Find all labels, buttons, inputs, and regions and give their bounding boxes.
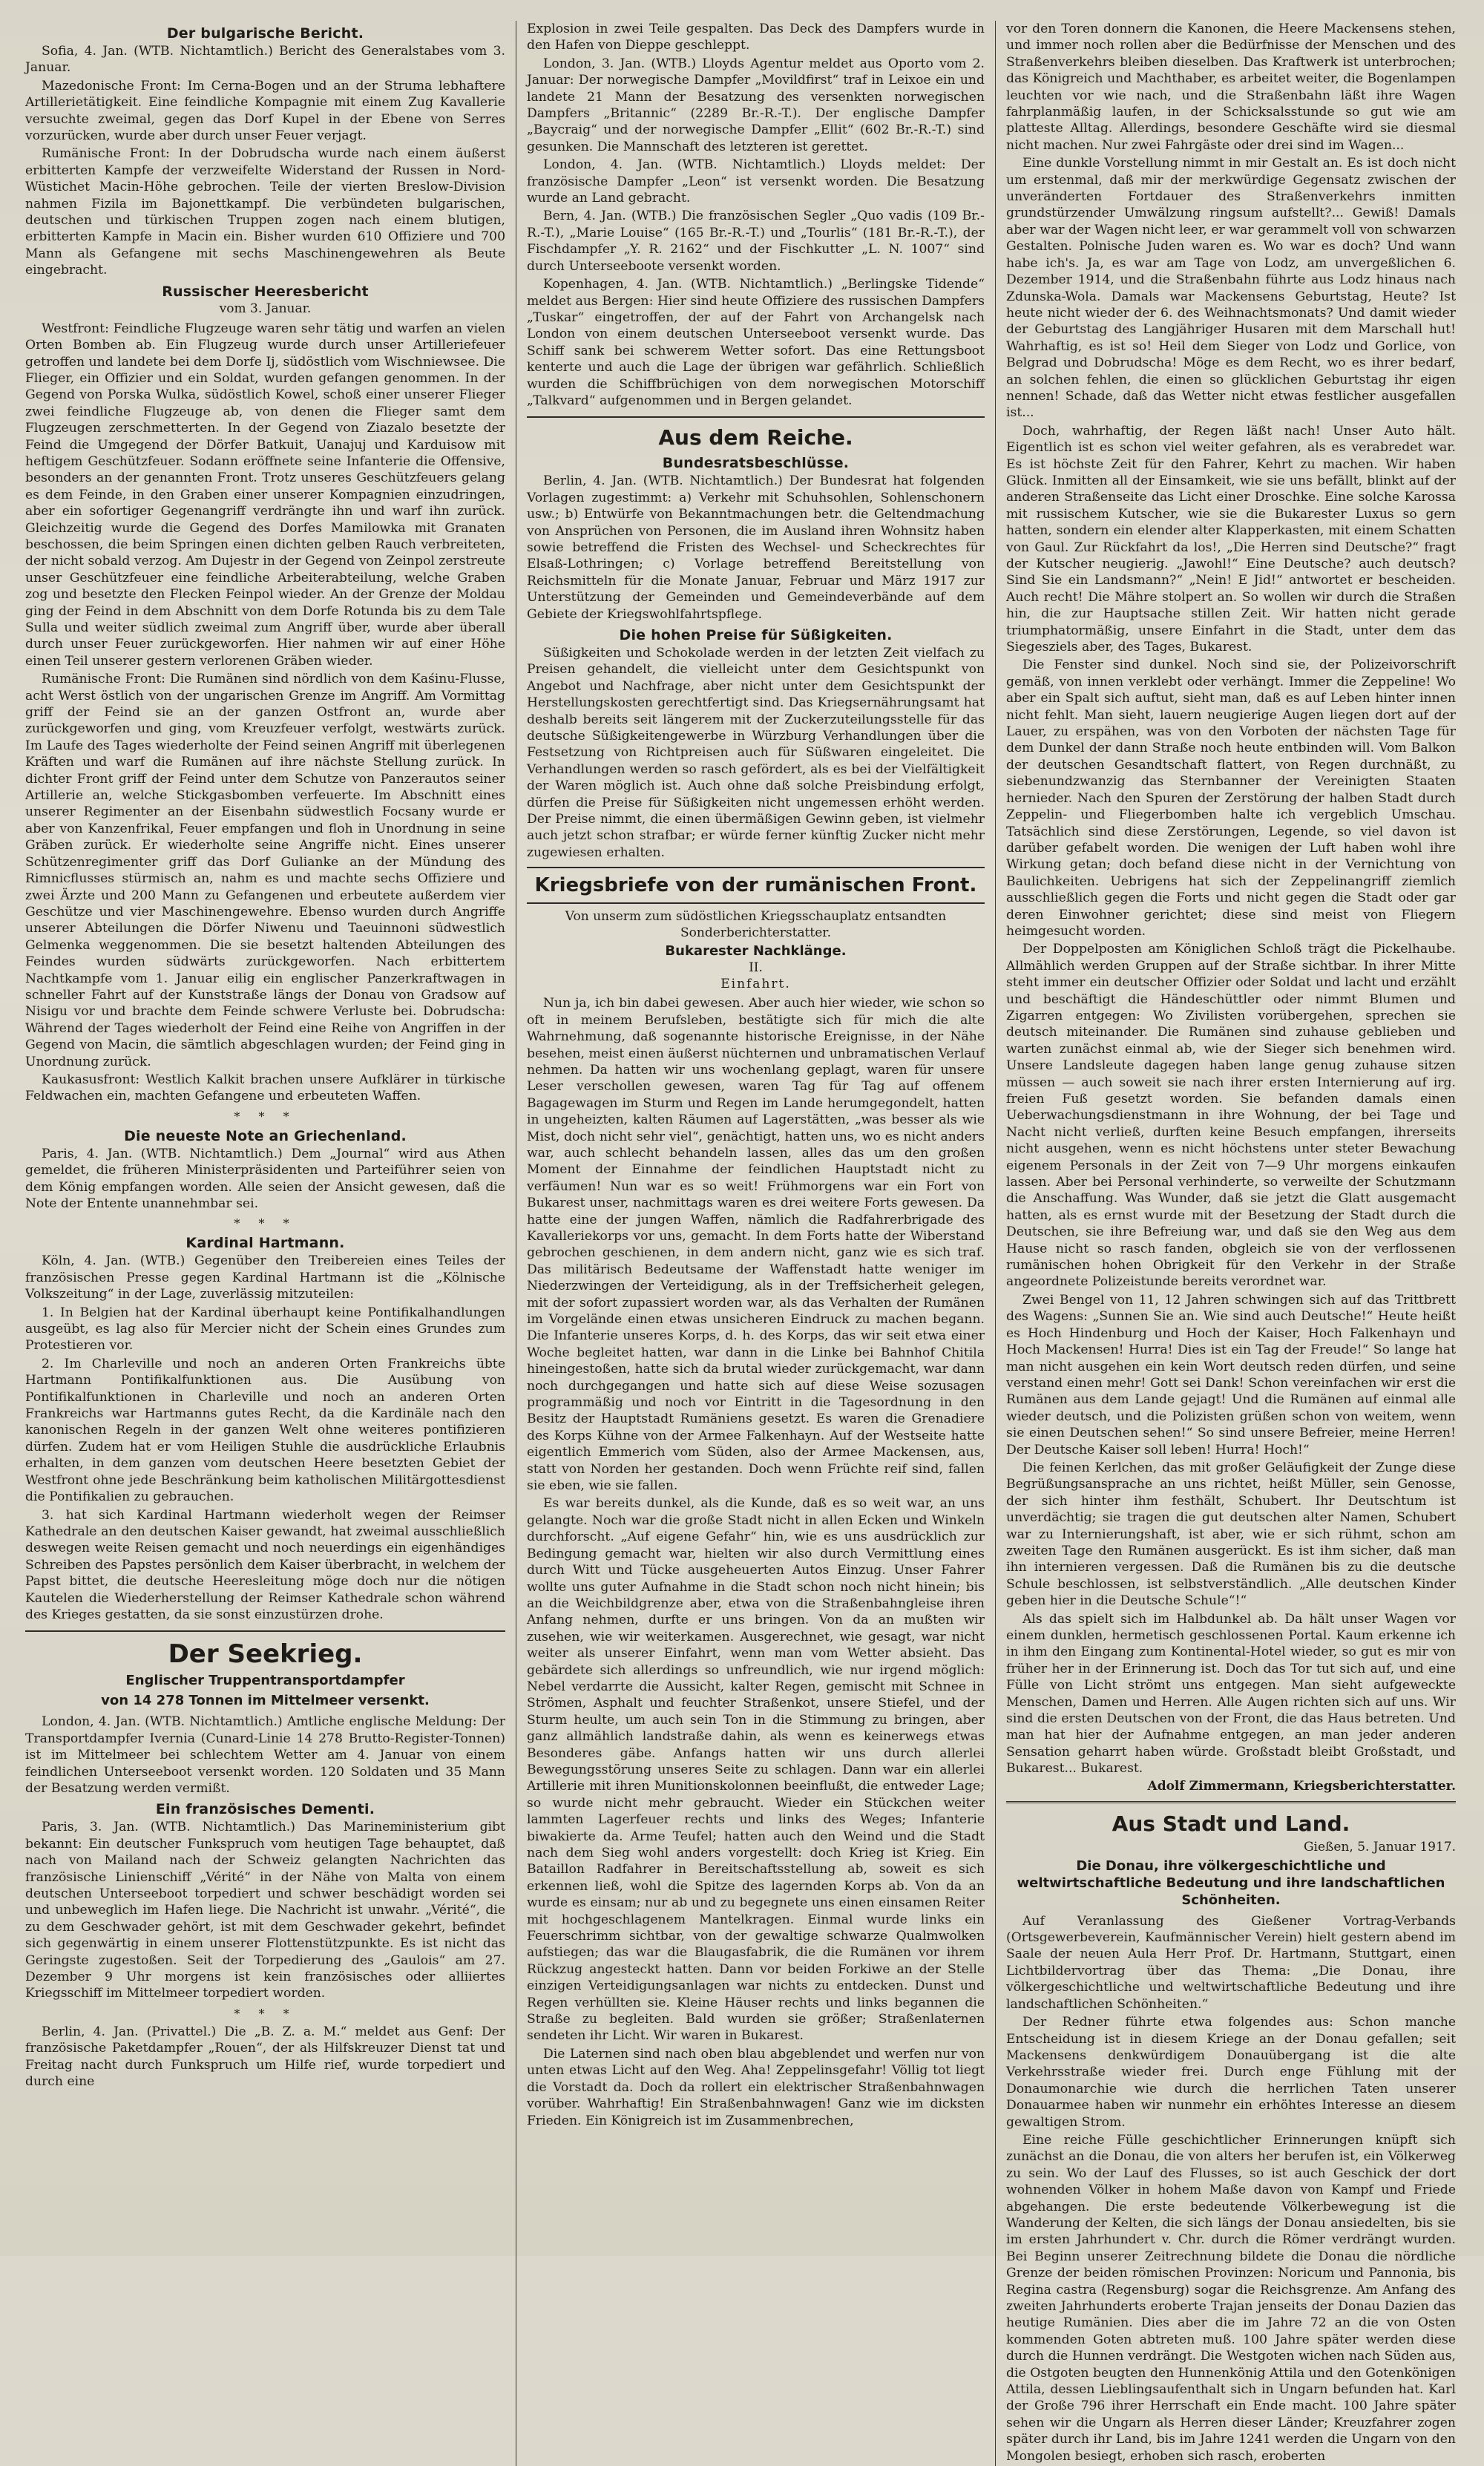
stadt-land-heading: Aus Stadt und Land. [1112, 1811, 1350, 1836]
article-paragraph: Kopenhagen, 4. Jan. (WTB. Nichtamtlich.) „Berlingske Tidende“ meldet aus Bergen: Hier sind heute Offiziere des russischen Dampfers „Tuskar“ eingetroffen, der auf der Fahrt von Archangelsk nach London von einem deutschen Unterseeboot versenkt wurde. Das Schiff sank bei schwerem Wetter sofort. Das eine Rettungsboot kenterte und auch die Lage der übrigen war gefährlich. Schließlich wurden die Schiffbrüchigen von dem norwegischen Motorschiff „Talkvard“ aufgenommen und in Bergen gelandet. [527, 277, 985, 408]
article-paragraph: Der Doppelposten am Königlichen Schloß trägt die Pickelhaube. Allmählich werden Gruppen auf der Straße sichtbar. In ihrer Mitte steht immer ein deutscher Offizier oder Soldat und lacht und erzählt und beschäftigt die Händeschüttler oder nimmt Blumen und Zigarren entgegen: Wo Zivilisten vorübergehen, sprechen sie deutsch miteinander. Die Rumänen sind zuhause geblieben und warten zunächst einmal ab, wie der Sieger sich benehmen wird. Unsere Landsleute dagegen haben lange genug zuhause sitzen müssen — auch soweit sie nach ihrer ersten Internierung auf irg. freien Fuß gesetzt worden. Sie befanden damals einen Ueberwachungsdienstmann in ihre Wohnung, der bei Tage und Nacht nicht verließ, durften keine Besuch empfangen, ihrerseits nicht ausgehen, wenn es nicht höchstens unter steter Bewachung eigenem Personals in der Zeit von 7—9 Uhr morgens einkaufen lassen. Aber bei Personal verhinderte, so verweilte der Schutzmann die Anschaffung. Was Wunder, daß sie jetzt die Glatt ausgemacht hatten, als es ernst wurde mit der Besetzung der Stadt durch die Deutschen, sie ihre Befreiung war, und daß sie den Weg aus dem Hause nicht so rasch fanden, obgleich sie von der verflossenen rumänischen hohen Obrigkeit für den Verkehr in der Straße angeordnete Polizeistunde bereits verordnet war. [1006, 942, 1456, 1290]
article-paragraph: Es war bereits dunkel, als die Kunde, daß es so weit war, an uns gelangte. Noch war die große Stadt nicht in allen Ecken und Winkeln durchforscht. „Auf eigene Gefahr“ hin, wie es uns ausdrücklich zur Bedingung gemacht war, hielten wir also durch Vermittlung eines durch Witt und Tücke ausgeheuerten Autos Einzug. Unser Fahrer wollte uns guter Aufnahme in die Stadt schon noch nicht hinein; bis an die Weichbildgrenze aber, etwa von die Straßenbahngleise ihren Anfang nehmen, durfte er uns bringen. Von da an mußten wir zusehen, wie wir weiterkamen. Ausgerechnet, wie gesagt, war nicht weiter als unserer Einfahrt, wenn man vom Wetter absieht. Das gebärdete sich allerdings so unfreundlich, wie nur irgend möglich: Nebel verdarrte die Aussicht, kalter Regen, gemischt mit Schnee in Strömen, Asphalt und feuchter Straßenkot, unsere Stiefel, und der Sturm heulte, um auch sein Ton in die Stimmung zu bringen, aber ganz allmählich landstraße dahin, als wenn es keinerwegs etwas Besonderes gäbe. Anfangs hatten wir uns durch allerlei Bewegungsstörung unseres Seite zu schlagen. Dann war ein allerlei Artillerie mit ihren Munitionskolonnen beeinflußt, die entweder Lage; so wurde nicht mehr gebraucht. Wieder ein Stückchen weiter lammten Lagerfeuer rechts und links des Weges; Infanterie biwakierte da. Arme Teufel; hatten auch den Weind und die Stadt nach dem Sieg wohl anders vorgestellt: doch Krieg ist Krieg. Ein Bataillon Radfahrer in Bereitschaftsstellung ab, soweit es sich erkennen ließ, wohl die Spitze des lagernden Korps ab. Von da an wurde es einsam; nur ab und zu begegnete uns einen einsamen Reiter mit hochgeschlagenem Mantelkragen. Einmal wurde links ein Feuerschrimm sichtbar, von der gewaltige schwarze Qualmwolken aufstiegen; das war die Blaugasfabrik, die die Rumänen vor ihrem Rückzug angesteckt hatten. Dann vor beiden Forkiwe an der Stelle einzigen Verteidigungsanlagen war nichts zu entdecken. Dunst und Regen verhüllten sie. Kleine Häuser rechts und links begannen die Straße zu begleiten. Bald wurden sie größer; Straßenlaternen sendeten ihr Licht. Wir waren in Bukarest. [527, 1496, 985, 2044]
article-paragraph: Die Fenster sind dunkel. Noch sind sie, der Polizeivorschrift gemäß, von innen verklebt oder verhängt. Immer die Zeppeline! Wo aber ein Spalt sich auftut, sieht man, daß es auf Leben hinter innen nicht fehlt. Man sieht, lauern neugierige Augen liegen dort auf der Lauer, zu erspähen, was von den Vorboten der nächsten Tage für dem Dunkel der dann Straße noch heute entbinden will. Vom Balkon der deutschen Gesandtschaft flattert, von Regen durchnäßt, zu siebenundzwanzig das Sternbanner der Vereinigten Staaten hernieder. Nach den Spuren der Zerstörung der halben Stadt durch Zeppelin- und Fliegerbomben halte ich vergeblich Umschau. Tatsächlich sind diese Zerstörungen, Legende, so viel davon ist darüber gefabelt worden. Die wenigen der Luft haben wohl ihre Wirkung getan; doch befand diese nicht in der Vernichtung von Baulichkeiten. Uebrigens hat sich der Zeppelinangriff ziemlich ausschließlich gegen die Forts und nicht gegen die Stadt oder gar deren Einwohner gerichtet; diese sind meist von Fliegern heimgesucht worden. [1006, 658, 1456, 939]
article-paragraph: Eine dunkle Vorstellung nimmt in mir Gestalt an. Es ist doch nicht um erstenmal, daß mir der merkwürdige Gegensatz zwischen der unveränderten Fortdauer des Straßenverkehrs inmitten grundstürzender Umwälzung ringsum aufstellt?... Gewiß! Damals aber war der Wagen nicht leer, er war gerammelt voll von schwarzen Gestalten. Polnische Juden waren es. Wo war es doch? Und wann habe ich's. Ja, es war am Tage von Lodz, am unvergeßlichen 6. Dezember 1914, und die Straßenbahn führte aus Lodz hinaus nach Zdunska-Wola. Damals war Mackensens Geburtstag, Heute? Ist heute nicht wieder der 6. des Weihnachtsmonats? Und damit wieder der Geburtstag des Langjähriger Husaren mit dem Marschall hut! Wahrhaftig, es ist so! Heil dem Sieger von Lodz und Gorlice, von Belgrad und Dobrudscha! Möge es dem Recht, wo es ihrer bedarf, an solchen fehlen, die einen so glücklichen Geburtstag ihr eigen nennen! Schade, daß das Wetter nicht etwas festlicher ausgefallen ist... [1006, 156, 1456, 421]
article-paragraph: Als das spielt sich im Halbdunkel ab. Da hält unser Wagen vor einem dunklen, hermetisch geschlossenen Portal. Kaum erkenne ich in ihm den Eingang zum Kontinental-Hotel wieder, so gut es mir von früher her in der Erinnerung ist. Doch das Tor tut sich auf, und eine Fülle von Licht strömt uns entgegen. Man sieht aufgeweckte Menschen, Damen und Herren. Alle Augen richten sich auf uns. Wir sind die ersten Deutschen von der Front, die das Haus betreten. Und man hat hier der Aufnahme entgegen, an man jeder anderen Sensation geharrt haben würde. Großstadt bleibt Großstadt, und Bukarest... Bukarest. [1006, 1611, 1456, 1777]
bundesrat-heading: Bundesratsbeschlüsse. [662, 455, 850, 472]
article-paragraph: Die Laternen sind nach oben blau abgeblendet und werfen nur von unten etwas Licht auf den Weg. Aha! Zeppelinsgefahr! Völlig tot liegt die Vorstadt da. Doch da rollert ein elektrischer Straßenbahnwagen vorüber. Wahrhaftig! Ein Straßenbahnwagen! Ganz wie im dicksten Frieden. Ein Königreich ist im Zusammenbrechen, [527, 2046, 985, 2128]
kriegsbriefe-header [527, 867, 985, 904]
article-paragraph: Rumänische Front: Die Rumänen sind nördlich von dem Kaśinu-Flusse, acht Werst östlich von der ungarischen Grenze im Angriff. Am Vormittag griff der Feind sie an der ganzen Ostfront an, wurde aber zurückgeworfen und ging, vom Kreuzfeuer verfolgt, westwärts zurück. Im Laufe des Tages wiederholte der Feind seinen Angriff mit überlegenen Kräften und warf die Rumänen auf ihre nächste Stellung zurück. In dichter Front griff der Feind unter dem Schutze von Panzerautos seiner Artillerie an, welche Stickgasbomben verfeuerte. Im Abschnitt eines unserer Regimenter an der Eisenbahn südwestlich Focsany wurde er aber von Kanzenfrikal, Feuer empfangen und floh in Unordnung in seine Gräben zurück. Er wiederholte seine Angriffe nicht. Eines unserer Schützenregimenter griff das Dorf Gulianke an der Mündung des Rimnicflusses stürmisch an, nahm es und machte sechs Offiziere und zwei Ärzte und 200 Mann zu Gefangenen und erbeutete außerdem vier Geschütze und vier Maschinengewehre. Ebenso wurden durch Angriffe unserer Abteilungen die Dörfer Niwenu und Taeuinnoni südwestlich Gelmenka weggenommen. Die sie besetzt haltenden Abteilungen des Feindes wurden südwärts zurückgeworfen. Nach erbittertem Nachtkampfe vom 1. Januar eilig ein englischer Panzerkraftwagen in schneller Fahrt auf der Kunststraße längs der Donau von Gradsow auf Nisigu vor und brachte dem Feinde schwere Verluste bei. Dobrudscha: Während der Tages wiederholt der Feind eine Reihe von Angriffen in der Gegend von Macin, die sämtlich abgeschlagen wurden; der Feind ging in Unordnung zurück. [25, 672, 505, 1069]
article-paragraph: Paris, 3. Jan. (WTB. Nichtamtlich.) Das Marineministerium gibt bekannt: Ein deutscher Funkspruch vom heutigen Tage behauptet, daß nach von Mailand nach der Schweiz gelangten Nachrichten das französische Linienschiff „Vérité“ in der Nähe von Malta von einem deutschen Unterseeboot torpediert und schwer beschädigt worden sei und unbeweglich im Hafen liege. Die Nachricht ist unwahr. „Vérité“, die zu dem Geschwader gehört, ist mit dem Geschwader gekehrt, befindet sich gegenwärtig in einem unserer Flottenstützpunkte. Es ist nicht das Geringste zugestoßen. Seit der Torpedierung des „Gaulois“ am 27. Dezember 9 Uhr morgens ist kein französisches oder alliiertes Kriegsschiff im Mittelmeer torpediert worden. [25, 1820, 505, 2001]
section-divider-stars: * * * [234, 1216, 297, 1231]
newspaper-columns [15, 21, 1474, 2464]
article-paragraph: London, 3. Jan. (WTB.) Lloyds Agentur meldet aus Oporto vom 2. Januar: Der norwegische Dampfer „Movildfirst“ traf in Leixoe ein und landete 21 Mann der Besatzung des versenkten norwegischen Dampfers „Britannic“ (2289 Br.-R.-T.). Der englische Dampfer „Baycraig“ und der norwegische Dampfer „Ellit“ (602 Br.-R.-T.) sind gesunken. Die Mannschaft des letzteren ist gerettet. [527, 56, 985, 154]
article-paragraph: Sofia, 4. Jan. (WTB. Nichtamtlich.) Bericht des Generalstabes vom 3. Januar. [25, 44, 505, 76]
seekrieg-heading: Der Seekrieg. [168, 1639, 363, 1670]
article-paragraph: Berlin, 4. Jan. (WTB. Nichtamtlich.) Der Bundesrat hat folgenden Vorlagen zugestimmt: a) Verkehr mit Schuhsohlen, Sohlenschonern usw.; b) Entwürfe von Bekanntmachungen betr. die Geltendmachung von Ansprüchen von Personen, die im Ausland ihren Wohnsitz haben sowie betreffend die Fristen des Wechsel- und Scheckrechtes für Elsaß-Lothringen; c) Vorlage betreffend Bereitstellung von Reichsmitteln für die Monate Januar, Februar und März 1917 zur Unterstützung der Gemeinden und Gemeindeverbände auf dem Gebiete der Kriegswohlfahrtspflege. [527, 473, 985, 622]
preise-heading: Die hohen Preise für Süßigkeiten. [619, 627, 893, 643]
section-divider-stars: * * * [234, 1109, 297, 1124]
dateline: Gießen, 5. Januar 1917. [1303, 1839, 1456, 1855]
author-signature: Adolf Zimmermann, Kriegsberichterstatter. [1147, 1778, 1456, 1794]
article-paragraph: Der Redner führte etwa folgendes aus: Schon manche Entscheidung ist in diesem Kriege an der Donau gefallen; seit Mackensens denkwürdigem Donauübergang ist die alte Verkehrsstraße wieder frei. Durch enge Fühlung mit der Donaumonarchie wie durch die herrlichen Taten unserer Donauarmee haben wir nunmehr ein erhöhtes Interesse an diesem gewaltigen Strom. [1006, 2015, 1456, 2130]
kriegsbriefe-section: Einfahrt. [720, 977, 791, 992]
donau-heading: Die Donau, ihre völkergeschichtliche und weltwirtschaftliche Bedeutung und ihre landschaftlichen Schönheiten. [1017, 1857, 1445, 1908]
article-paragraph: Mazedonische Front: Im Cerna-Bogen und an der Struma lebhaftere Artillerietätigkeit. Eine feindliche Kompagnie mit einem Zug Kavallerie versuchte zweimal, gegen das Dorf Kupel in der Ebene von Serres vorzurücken, wurde aber durch unser Feuer verjagt. [25, 78, 505, 144]
kriegsbriefe-subline: Sonderberichterstatter. [680, 925, 831, 941]
greece-note-heading: Die neueste Note an Griechenland. [124, 1127, 407, 1144]
article-paragraph: Zwei Bengel von 11, 12 Jahren schwingen sich auf das Trittbrett des Wagens: „Sunnen Sie an. Wie sind auch Deutsche!“ Heute heißt es Hoch Hindenburg und Hoch der Kaiser, Hoch Falkenhayn und Hoch Mackensen! Hurra! Dies ist ein Tag der Freude!“ So lange hat man nicht ausgehen ein kein Wort deutsch reden dürfen, und seine verstand einen mehr! Gott sei Dank! Schon vereinfachen wir erst die Rumänen aus dem Lande gejagt! Und die Rumänen auf einmal alle wieder deutsch, und die Polizisten grüßen schon von weitem, wenn sie einen Deutschen sehen!“ So sind unsere Befreier, meine Herren! Der Deutsche Kaiser soll leben! Hurra! Hoch!“ [1006, 1292, 1456, 1457]
article-paragraph: Süßigkeiten und Schokolade werden in der letzten Zeit vielfach zu Preisen gehandelt, die vielleicht unter dem Gesichtspunkt von Angebot und Nachfrage, aber nicht unter dem Gesichtspunkt der Herstellungskosten gerechtfertigt sind. Das Kriegsernährungsamt hat deshalb bereits seit längerem mit der Zuckerzuteilungsstelle für das deutsche Süßigkeitengewerbe in Würzburg Verhandlungen über die Festsetzung von Richtpreisen auch für Süßwaren eingeleitet. Die Verhandlungen werden so rasch gefördert, als es bei der Vielfältigkeit der Waren möglich ist. Auch ohne daß solche Preisbindung erfolgt, dürfen die Preise für Süßigkeiten nicht ungemessen erhöht werden. Der Preise nimmt, die einen übermäßigen Gewinn geben, ist vielmehr auch jetzt schon strafbar; er würde ferner künftig Zucker nicht mehr zugewiesen erhalten. [527, 646, 985, 860]
article-paragraph: Paris, 4. Jan. (WTB. Nichtamtlich.) Dem „Journal“ wird aus Athen gemeldet, die früheren Ministerpräsidenten und Parteiführer seien von dem König empfangen worden. Alle seien der Ansicht gewesen, daß die Note der Entente unannehmbar sei. [25, 1146, 505, 1211]
column-2 [516, 21, 996, 2466]
article-paragraph: 1. In Belgien hat der Kardinal überhaupt keine Pontifikalhandlungen ausgeübt, es lag also für Mercier nicht der Schein eines Grundes zum Protestieren vor. [25, 1305, 505, 1354]
bulgarian-report-heading: Der bulgarische Bericht. [166, 25, 364, 42]
article-paragraph: Die feinen Kerlchen, das mit großer Geläufigkeit der Zunge diese Begrüßungsansprache an uns richtet, heißt Müller, sein Genosse, der sich hinter ihm festhält, Schubert. Ihr Deutschtum ist unverdächtig; sie tragen die gut deutschen alter Namen, Schubert war zu Internierungshaft, ist aber, wie er sich rühmt, schon am zweiten Tage den Rumänen ausgerückt. Es ist ihm sicher, daß man ihn internieren vergessen. Daß die Rumänen bis zu die deutsche Schule beschlossen, ist selbstverständlich. „Alle deutschen Kinder geben hier in die Deutsche Schule“!“ [1006, 1460, 1456, 1609]
article-paragraph: Auf Veranlassung des Gießener Vortrag-Verbands (Ortsgewerbeverein, Kaufmännischer Verein) hielt gestern abend im Saale der neuen Aula Herr Prof. Dr. Hartmann, Stuttgart, einen Lichtbildervortrag über das Thema: „Die Donau, ihre völkergeschichtliche und weltwirtschaftliche Bedeutung und ihre landschaftlichen Schönheiten.“ [1006, 1913, 1456, 2012]
article-paragraph: Köln, 4. Jan. (WTB.) Gegenüber den Treibereien eines Teiles der französischen Presse gegen Kardinal Hartmann ist die „Kölnische Volkszeitung“ in der Lage, zuverlässig mitzuteilen: [25, 1253, 505, 1302]
section-divider-stars: * * * [234, 2006, 297, 2021]
kriegsbriefe-heading: Kriegsbriefe von der rumänischen Front. [534, 874, 977, 897]
article-paragraph: Bern, 4. Jan. (WTB.) Die französischen Segler „Quo vadis (109 Br.-R.-T.), „Marie Louise“ (165 Br.-R.-T.) und „Tourlis“ (181 Br.-R.-T.), der Fischdampfer „Y. R. 2162“ und der Fischkutter „L. N. 1007“ sind durch Unterseeboote versenkt worden. [527, 209, 985, 274]
article-paragraph: Eine reiche Fülle geschichtlicher Erinnerungen knüpft sich zunächst an die Donau, die von alters her berufen ist, ein Völkerweg zu sein. Wo der Lauf des Flusses, so ist auch Geschick der dort wohnenden Völker in hohem Maße davon von Kampf und Friede abgehangen. Die erste bedeutende Völkerbewegung ist die Wanderung der Kelten, die sich längs der Donau ansiedelten, bis sie im ersten Jahrhundert v. Chr. durch die Römer verdrängt wurden. Bei Beginn unserer Zeitrechnung bildete die Donau die nördliche Grenze der beiden römischen Provinzen: Noricum und Pannonia, bis Regina castra (Regensburg) sogar die Reichsgrenze. Am Anfang des zweiten Jahrhunderts eroberte Trajan jenseits der Donau Dazien das heutige Rumänien. Dies aber die im Jahre 72 an die von Osten kommenden Goten abtreten muß. 100 Jahre später werden diese durch die Hunnen verdrängt. Die Westgoten wichen nach Süden aus, die Ostgoten beugten den Hunnenkönig Attila und den Gotenkönigen Attila, dessen Lieblingsaufenthalt sich in Ungarn befunden hat. Karl der Große 796 ihrer Herrschaft ein Ende macht. 100 Jahre später sehen wir die Ungarn als Herren dieser Länder; Kreuzfahrer zogen später durch ihr Land, bis im Jahre 1241 werden die Ungarn von den Mongolen besiegt, erhoben sich rasch, eroberten [1006, 2132, 1456, 2464]
article-paragraph: Westfront: Feindliche Flugzeuge waren sehr tätig und warfen an vielen Orten Bomben ab. Ein Flugzeug wurde durch unser Artilleriefeuer getroffen und landete bei dem Dorfe Ij, südöstlich vom Wischniewsee. Die Flieger, ein Offizier und ein Soldat, wurden gefangen genommen. In der Gegend von Porska Wulka, südöstlich Kowel, schoß einer unserer Flieger zwei feindliche Flugzeuge ab, von denen die Flieger samt dem Flugzeugen zerschmetterten. In der Gegend von Ziazalo besetzte der Feind die Umgegend der Dörfer Batkuit, Uanajuj und Karduisow mit heftigem Geschützfeuer. Sodann eröffnete seine Infanterie die Offensive, besonders an der genannten Front. Trotz unseres Geschützfeuers gelang es dem Feinde, in den Graben einer unserer Kompagnien einzudringen, aber ein sofortiger Gegenangriff verdrängte ihn und warf ihn zurück. Gleichzeitig wurde die Gegend des Dorfes Mamilowka mit Granaten beschossen, die beim Springen einen dichten gelben Rauch verbreiteten, der nicht sobald verzog. Am Dujestr in der Gegend von Zeinpol zerstreute unser Geschützfeuer eine feindliche Arbeiterabteilung, welche Graben zog und besetzte den Flecken Feinpol wieder. An der Grenze der Moldau ging der Feind in dem Abschnitt von dem Dorfe Rotunda bis zu dem Tale Sulla und weiter südlich zweimal zum Angriff über, wurde aber überall durch unser Feuer zurückgeworfen. Hier nahmen wir auf einer Höhe einen Teil unserer gestern verlorenen Gräben wieder. [25, 321, 506, 669]
section-rule [527, 416, 985, 418]
column-3 [996, 21, 1466, 2466]
section-rule [1006, 1801, 1456, 1804]
article-paragraph: Rumänische Front: In der Dobrudscha wurde nach einem äußerst erbitterten Kampfe der verzweifelte Widerstand der Russen in Nord-Wüstichet Macin-Höhe gebrochen. Teile der vierten Breslow-Division nahmen Fizila im Bajonettkampf. Die verbündeten bulgarischen, deutschen und türkischen Truppen zogen nach einem blutigen, erbitterten Kampfe in Macin ein. Bisher wurden 610 Offiziere und 700 Mann als Gefangene mit sechs Maschinengewehren als Beute eingebracht. [25, 146, 505, 278]
article-paragraph: London, 4. Jan. (WTB. Nichtamtlich.) Amtliche englische Meldung: Der Transportdampfer Ivernia (Cunard-Linie 14 278 Brutto-Register-Tonnen) ist im Mittelmeer bei schlechtem Wetter am 4. Januar von einem feindlichen Unterseeboot versenkt worden. 120 Soldaten und 35 Mann der Besatzung werden vermißt. [25, 1714, 505, 1796]
kriegsbriefe-title: Bukarester Nachklänge. [665, 943, 847, 960]
russian-report-subheading: vom 3. Januar. [219, 301, 312, 316]
article-paragraph: vor den Toren donnern die Kanonen, die Heere Mackensens stehen, und immer noch rollen aber die Bedürfnisse der Menschen und des Straßenverkehrs bleiben dieselben. Das Kraftwerk ist unterbrochen; das Königreich und Machthaber, es arbeitet weiter, die Bogenlampen leuchten vor wie nach, und die Straßenbahn läßt ihre Wagen fahrplanmäßig laufen, in der Schicksalsstunde so gut wie am platteste Alltag. Allerdings, besondere Geschäfte wird sie diesmal nicht machen. Nur zwei Fahrgäste oder drei sind im Wagen... [1006, 22, 1456, 153]
article-paragraph: London, 4. Jan. (WTB. Nichtamtlich.) Lloyds meldet: Der französische Dampfer „Leon“ ist versenkt worden. Die Besatzung wurde an Land gebracht. [527, 157, 985, 206]
article-paragraph: Doch, wahrhaftig, der Regen läßt nach! Unser Auto hält. Eigentlich ist es schon viel weiter gefahren, als es verabredet war. Es ist höchste Zeit für den Fahrer, Kehrt zu machen. Wir haben Glück. Inmitten all der Einsamkeit, wie sie uns befällt, blinkt auf der anderen Straßenseite das Licht einer Droschke. Eine solche Karossa mit russischem Kutscher, wie sie die Bukarester Luxus so gern hatten, sondern ein elender alter Klapperkasten, mit einem Schatten von Gaul. Zur Rückfahrt da los!, „Die Herren sind Deutsche?“ fragt der Kutscher neugierig. „Jawohl!“ Eine Deutsche? auch deutsch? Sind Sie ein Landsmann?“ „Nein! E Jid!“ antwortet er bescheiden. Auch recht! Die Mähre stolpert an. So wollen wir durch die Straßen hin, die zur Hauptsache stillen Zeit. Wir hatten nicht gerade triumphatormäßig, unsere Einfahrt in die Stadt, unter dem das Siegesziels aber, des Tages, Bukarest. [1006, 423, 1456, 655]
seekrieg-subheading: von 14 278 Tonnen im Mittelmeer versenkt. [101, 1693, 430, 1709]
section-rule [25, 1630, 505, 1632]
dementi-heading: Ein französisches Dementi. [155, 1801, 375, 1818]
article-paragraph: Nun ja, ich bin dabei gewesen. Aber auch hier wieder, wie schon so oft in meinem Berufsleben, bestätigte sich für mich die alte Wahrnehmung, daß sogenannte historische Ereignisse, in der Nähe besehen, meist einen äußerst nüchternen und unbramatischen Verlauf nehmen. Da hatten wir uns wochenlang geplagt, waren für unsere Leser verschollen gewesen, waren Tag für Tag auf offenem Bagagewagen im Sturm und Regen im Lande herumgegondelt, hatten in ungeheizten, kalten Räumen auf Lagerstätten, „was besser als wie Mist, doch nicht sehr viel“, genächtigt, hatten uns, wo es nicht anders war, auch schlecht behandeln lassen, alles das um den großen Moment der Einnahme der feindlichen Hauptstadt nicht zu verfäumen! Nun war es so weit! Frühmorgens war ein Fort von Bukarest unser, nachmittags waren es drei weitere Forts gewesen. Da hatte eine der jungen Waffen, nämlich die Radfahrerbrigade des Kavalleriekorps vor uns, gemacht. In dem Forts hatte der Wiberstand gebrochen geschienen, in dem andern nicht, ganz wie es sich traf. Das militärisch Bedeutsame der Waffenstadt hatte weniger im Niederzwingen der Verteidigung, als in der Treffsicherheit gelegen, mit der sofort zupassiert worden war, als das Verhalten der Rumänen im Vorgelände einen etwas unsicheren Eindruck zu machen begann. Die Infanterie unseres Korps, d. h. des Korps, das wir seit etwa einer Woche begleitet hatten, war dann in die Linke bei Bahnhof Chitila hineingestoßen, hatte sich da brutal wieder zurückgemacht, war dann noch durchgegangen und hatte sich auf diese Weise sozusagen programmäßig und noch vor Eintritt in die Tagesordnung in den Besitz der Hauptstadt Rumäniens gesetzt. Es waren die Grenadiere des Korps Kühne von der Armee Falkenhayn. Auf der Westseite hatte eigentlich Emmerich vom Süden, also der Armee Mackensen, aus, statt von Norden her gestanden. Doch wenn Früchte reif sind, fallen sie eben, wie sie fallen. [527, 996, 985, 1494]
reich-heading: Aus dem Reiche. [658, 425, 853, 450]
russian-report-heading: Russischer Heeresbericht [162, 283, 369, 300]
article-paragraph: Kaukasusfront: Westlich Kalkit brachen unsere Aufklärer in türkische Feldwachen ein, machten Gefangene und erbeuteten Waffen. [25, 1072, 505, 1104]
seekrieg-subheading: Englischer Truppentransportdampfer [125, 1673, 405, 1689]
article-paragraph: 2. Im Charleville und noch an anderen Orten Frankreichs übte Hartmann Pontifikalfunktionen aus. Die Ausübung von Pontifikalfunktionen in Charleville und noch an anderen Orten Frankreichs war Hartmanns gutes Recht, da die Kardinäle nach den kanonischen Regeln in der ganzen Welt ohne weiteres pontifizieren dürfen. Zudem hat er vom Heiligen Stuhle die ausdrückliche Erlaubnis erhalten, in dem ganzen vom deutschen Heere besetzten Gebiet der Westfront ohne jede Beschränkung beim katholischen Militärgottesdienst die Pontifikalien zu gebrauchen. [25, 1356, 505, 1505]
article-paragraph: Explosion in zwei Teile gespalten. Das Deck des Dampfers wurde in den Hafen von Dieppe geschleppt. [527, 22, 985, 53]
kriegsbriefe-subline: Von unserm zum südöstlichen Kriegsschauplatz entsandten [565, 909, 947, 925]
cardinal-heading: Kardinal Hartmann. [186, 1235, 345, 1252]
column-1 [15, 21, 516, 2466]
kriegsbriefe-part: II. [749, 960, 763, 976]
article-paragraph: Berlin, 4. Jan. (Privattel.) Die „B. Z. a. M.“ meldet aus Genf: Der französische Paketdampfer „Rouen“, der als Hilfskreuzer Dienst tat und Freitag nacht durch Funkspruch um Hilfe rief, wurde torpediert und durch eine [25, 2024, 505, 2090]
article-paragraph: 3. hat sich Kardinal Hartmann wiederholt wegen der Reimser Kathedrale an den deutschen Kaiser gewandt, hat zweimal ausschließlich deswegen weite Reisen gemacht und noch neuerdings ein eigenhändiges Schreiben des Papstes persönlich dem Kaiser überbracht, in welchem der Papst bittet, die deutsche Heeresleitung möge doch nur die nötigen Kautelen die Wiederherstellung der Reimser Kathedrale schon während des Krieges gestatten, da sie sonst einzustürzen drohe. [25, 1507, 505, 1622]
